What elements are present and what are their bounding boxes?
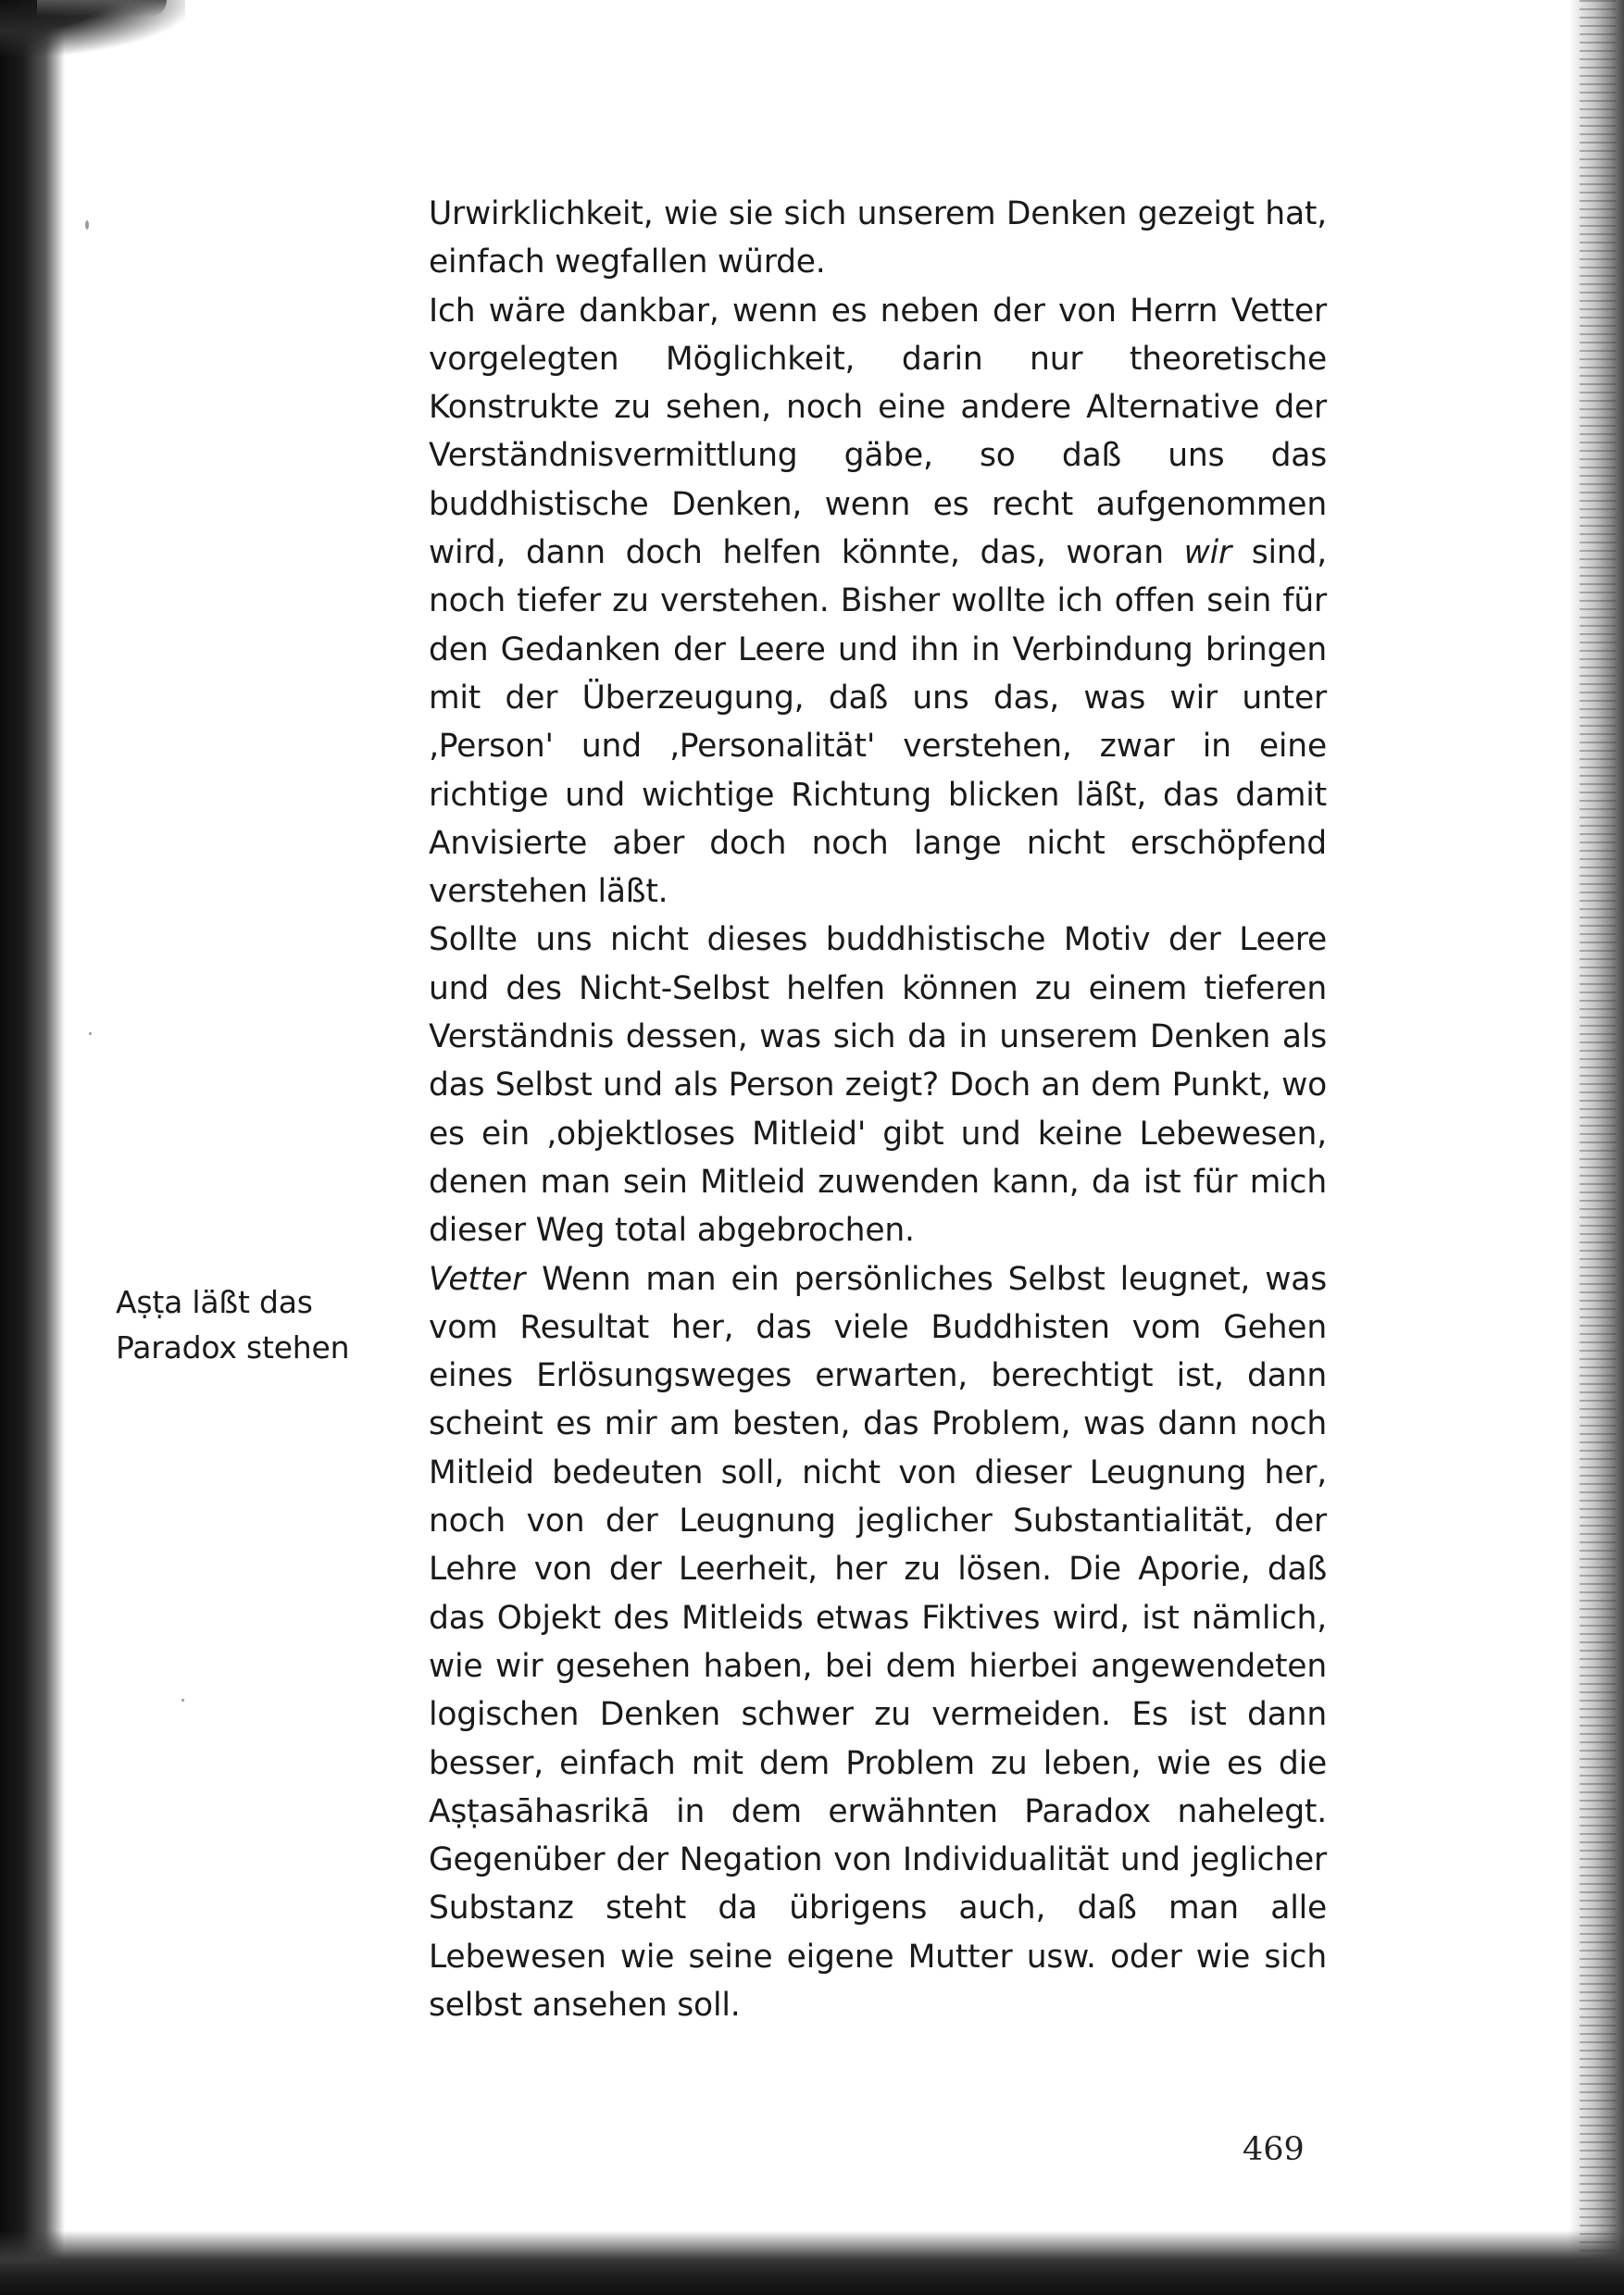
paragraph-text: sind, noch tiefer zu verstehen. Bisher wollte ich offen sein für den Gedanken der Leere und ihn in Verbindung bringen mit der Überzeugung, daß uns das, was wir unter ‚Person' und ‚Personalität' verstehen, zwar in eine richtige und wichtige Richtung blicken läßt, das damit Anvisierte aber doch noch lange nicht erschöpfend verstehen läßt. [429,534,1327,911]
scan-speck [181,1699,184,1702]
scan-speck [89,1032,92,1035]
paragraph [429,287,1327,917]
page-number: 469 [1243,2131,1305,2168]
paragraph [429,1255,1327,2030]
scan-speck [85,220,89,230]
paragraph-text: Sollte uns nicht dieses buddhistische Motiv der Leere und des Nicht-Selbst helfen können zu einem tieferen Verständnis dessen, was sich da in unserem Denken als das Selbst und als Person zeigt? Doch an dem Punkt, wo es ein ‚objektloses Mitleid' gibt und keine Lebewesen, denen man sein Mitleid zuwenden kann, da ist für mich dieser Weg total abgebrochen. [429,921,1327,1250]
scan-edge-bottom [0,2230,1624,2295]
body-text [429,190,1327,2029]
emphasis: wir [1183,534,1231,572]
paragraph [429,190,1327,287]
speaker-name: Vetter [429,1260,526,1298]
paragraph [429,916,1327,1254]
page-stack-edge [1580,0,1617,2295]
scan-edge-top [37,0,167,17]
scan-edge-left [0,0,65,2295]
paragraph-text: Ich wäre dankbar, wenn es neben der von Herrn Vetter vorgelegten Möglichkeit, darin nur theoretische Konstrukte zu sehen, noch eine andere Alternative der Verständnisvermittlung gäbe, so daß uns das buddhistische Denken, wenn es recht aufgenommen wird, dann doch helfen könnte, das, woran [429,292,1327,572]
margin-note [116,1279,412,1370]
paragraph-text: Wenn man ein persönliches Selbst leugnet, was vom Resultat her, das viele Buddhisten vom Gehen eines Erlösungsweges erwarten, berechtigt ist, dann scheint es mir am besten, das Problem, was dann noch Mitleid bedeuten soll, nicht von dieser Leugnung her, noch von der Leugnung jeglicher Substantialität, der Lehre von der Leerheit, her zu lösen. Die Aporie, daß das Objekt des Mitleids etwas Fiktives wird, ist nämlich, wie wir gesehen haben, bei dem hierbei angewendeten logischen Denken schwer zu vermeiden. Es ist dann besser, einfach mit dem Problem zu leben, wie es die Aṣṭasāhasrikā in dem erwähnten Paradox nahelegt. Gegenüber der Negation von Individualität und jeglicher Substanz steht da übrigens auch, daß man alle Lebewesen wie seine eigene Mutter usw. oder wie sich selbst ansehen soll. [429,1260,1327,2024]
margin-note-line: Paradox stehen [116,1329,350,1366]
paragraph-text: Urwirklichkeit, wie sie sich unserem Denken gezeigt hat, einfach wegfallen würde. [429,195,1327,281]
margin-note-line: Aṣṭa läßt das [116,1284,313,1320]
